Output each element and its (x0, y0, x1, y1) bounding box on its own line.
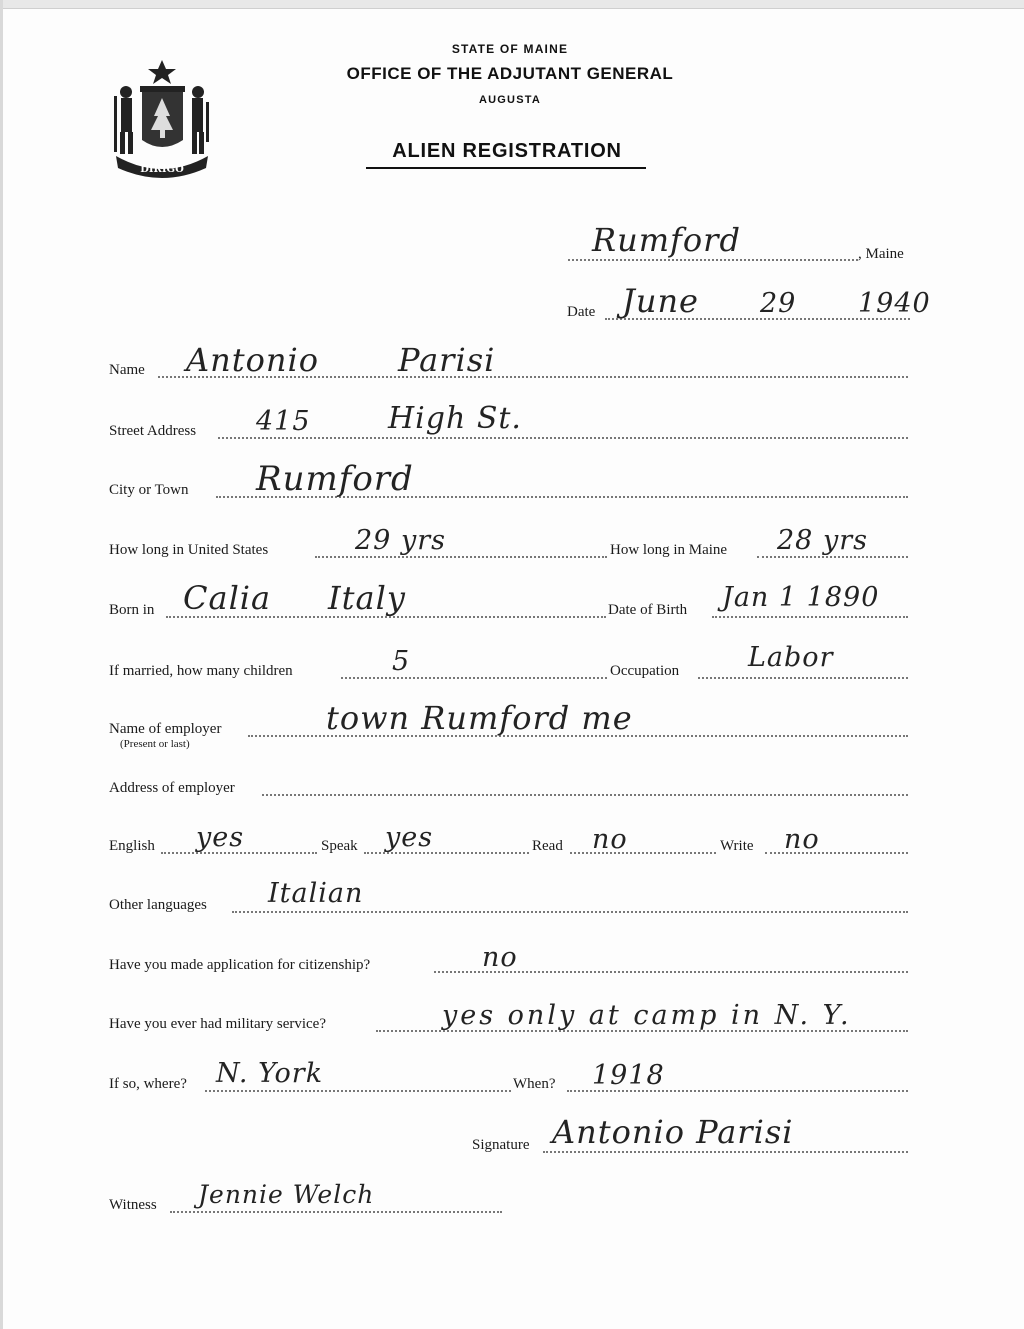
where-label: If so, where? (109, 1076, 187, 1092)
children-value: 5 (392, 646, 411, 677)
military-value: yes only at camp in N. Y. (442, 1000, 852, 1031)
how-long-us-label: How long in United States (109, 542, 269, 558)
maine-seal-icon (110, 58, 215, 183)
how-long-maine-label: How long in Maine (610, 542, 728, 558)
how-long-maine-line (757, 556, 908, 558)
town-value: Rumford (592, 221, 741, 259)
maine-label: , Maine (858, 246, 904, 262)
header-city: AUGUSTA (479, 94, 541, 106)
employer-value: town Rumford me (326, 699, 633, 737)
witness-line (170, 1211, 502, 1213)
when-value: 1918 (592, 1060, 665, 1091)
employer-address-label: Address of employer (109, 780, 235, 796)
employer-note: (Present or last) (120, 738, 190, 750)
write-label: Write (720, 838, 754, 854)
dob-line (712, 616, 908, 618)
header-office: OFFICE OF THE ADJUTANT GENERAL (346, 64, 674, 83)
read-value: no (592, 824, 628, 855)
citizenship-value: no (482, 942, 518, 973)
born-country-value: Italy (328, 579, 406, 617)
name-first-value: Antonio (186, 341, 319, 379)
english-label: English (109, 838, 155, 854)
citizenship-label: Have you made application for citizenship? (109, 957, 371, 973)
other-languages-line (232, 911, 908, 913)
form-title: ALIEN REGISTRATION (392, 140, 622, 162)
how-long-us-value: 29 yrs (355, 525, 446, 556)
date-year-value: 1940 (858, 288, 931, 319)
town-line (568, 259, 858, 261)
other-languages-label: Other languages (109, 897, 207, 913)
where-line (205, 1090, 511, 1092)
military-label: Have you ever had military service? (109, 1016, 326, 1032)
employer-address-line (262, 794, 908, 796)
witness-value: Jennie Welch (198, 1180, 375, 1209)
street-label: Street Address (109, 423, 197, 439)
name-label: Name (109, 362, 145, 378)
children-label: If married, how many children (109, 663, 293, 679)
born-in-label: Born in (109, 602, 155, 618)
other-languages-value: Italian (268, 878, 364, 909)
employer-label: Name of employer (109, 721, 222, 737)
date-day-value: 29 (760, 288, 797, 319)
svg-text:DIRIGO: DIRIGO (140, 164, 184, 175)
speak-value: yes (385, 822, 434, 853)
write-value: no (784, 824, 820, 855)
witness-label: Witness (109, 1197, 157, 1213)
children-line (341, 677, 607, 679)
speak-label: Speak (321, 838, 358, 854)
street-number-value: 415 (256, 406, 311, 437)
occupation-line (698, 677, 908, 679)
scan-edge-left (0, 0, 3, 1329)
date-month-value: June (622, 282, 699, 320)
when-label: When? (513, 1076, 556, 1092)
signature-value: Antonio Parisi (552, 1113, 794, 1151)
born-town-value: Calia (183, 579, 272, 617)
dob-label: Date of Birth (608, 602, 688, 618)
read-label: Read (532, 838, 563, 854)
english-value: yes (196, 822, 245, 853)
city-value: Rumford (256, 459, 414, 499)
city-label: City or Town (109, 482, 189, 498)
occupation-value: Labor (748, 642, 834, 673)
header-state: STATE OF MAINE (451, 42, 569, 56)
how-long-us-line (315, 556, 607, 558)
name-last-value: Parisi (398, 341, 496, 379)
where-value: N. York (216, 1058, 324, 1089)
date-label: Date (567, 304, 596, 320)
street-line (218, 437, 908, 439)
street-name-value: High St. (388, 401, 522, 436)
title-underline (366, 167, 646, 169)
scan-edge-top (0, 0, 1024, 9)
signature-line (543, 1151, 908, 1153)
how-long-maine-value: 28 yrs (777, 525, 868, 556)
dob-value: Jan 1 1890 (722, 582, 880, 613)
signature-label: Signature (472, 1137, 530, 1153)
occupation-label: Occupation (610, 663, 680, 679)
